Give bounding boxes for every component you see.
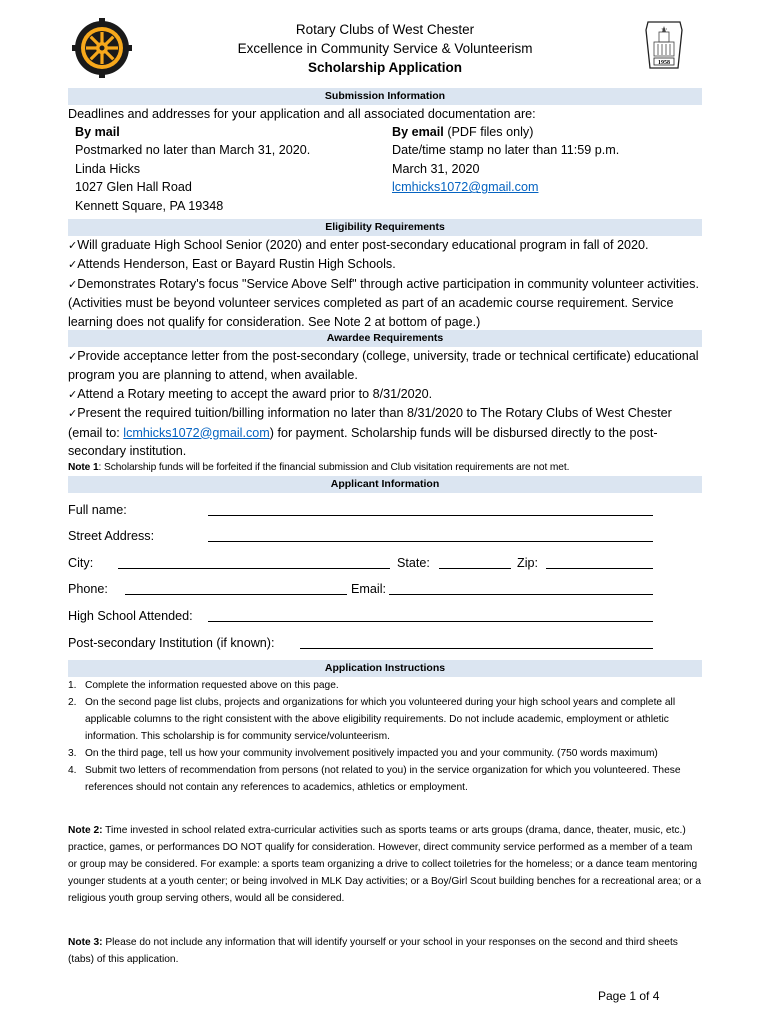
seal-text: TRI (661, 27, 667, 31)
mail-heading: By mail (75, 125, 120, 139)
mail-line: Postmarked no later than March 31, 2020. (75, 143, 311, 158)
instruction-item: 4. Submit two letters of recommendation from persons (not related to you) in the service organization for which you volunteered. These references should not contain any references to academics, athletics or employment. (68, 765, 681, 793)
instruction-item: 3. On the third page, tell us how your community involvement positively impacted you and your community. (750 words maximum) (68, 748, 658, 759)
note-2: Note 2: Time invested in school related extra-curricular activities such as sports teams or arts groups (drama, dance, theater, music, etc.) practice, games, or performances DO NOT qualify for consideration. However, direct community service performed as a member of a team or group may be considered. For example: a sports team organizing a drive to collect toiletries for the homeless; or a dance team mentoring younger students at a youth center; or being involved in MLK Day activities; or a Boy/Girl Scout building benches for a recreational area; or a religious youth group serving others, would all be considered. (68, 825, 702, 904)
section-applicant-header: Applicant Information (68, 476, 702, 493)
high-school-field[interactable] (208, 609, 653, 622)
awardee-item: ✓Attend a Rotary meeting to accept the award prior to 8/31/2020. (68, 386, 433, 401)
billing-email-link[interactable]: lcmhicks1072@gmail.com (123, 425, 270, 440)
note-2-label: Note 2: (68, 825, 103, 836)
email-heading-note: (PDF files only) (447, 125, 534, 139)
email-line: Date/time stamp no later than 11:59 p.m. (392, 143, 620, 158)
city-label: City: (68, 556, 94, 570)
street-address-field[interactable] (208, 529, 653, 542)
street-address-label: Street Address: (68, 529, 155, 543)
eligibility-list (68, 236, 702, 331)
mail-line: 1027 Glen Hall Road (75, 180, 192, 195)
zip-field[interactable] (546, 556, 653, 569)
state-label: State: (397, 556, 430, 570)
org-name: Rotary Clubs of West Chester (295, 22, 475, 37)
page-number: Page 1 of 4 (598, 989, 660, 1003)
checkmark-icon: ✓ (68, 277, 78, 291)
post-secondary-label: Post-secondary Institution (if known): (68, 636, 275, 650)
section-eligibility-header: Eligibility Requirements (68, 219, 702, 236)
instructions-list (68, 677, 702, 796)
mail-block (75, 123, 375, 215)
keystone-seal (644, 20, 684, 70)
checkmark-icon: ✓ (68, 407, 78, 421)
instruction-item: 2. On the second page list clubs, projects and organizations for which you volunteered during your high school years and complete all applicable columns to the right consistent with the above eligibility requirements. Do not include academic, employment or athletic information. This scholarship is for community service/volunteerism. (68, 697, 676, 742)
section-instructions-header: Application Instructions (68, 660, 702, 677)
full-name-field[interactable] (208, 503, 653, 516)
eligibility-item: ✓Will graduate High School Senior (2020) and enter post-secondary educational program in fall of 2020. (68, 238, 649, 252)
email-heading: By email (392, 125, 444, 139)
checkmark-icon: ✓ (68, 258, 78, 272)
document-title: Scholarship Application (307, 60, 463, 75)
section-awardee-header: Awardee Requirements (68, 330, 702, 347)
email-line: March 31, 2020 (392, 161, 480, 176)
phone-field[interactable] (125, 582, 347, 595)
note-1-label: Note 1 (68, 462, 99, 473)
email-label: Email: (351, 582, 386, 596)
email-field[interactable] (389, 582, 653, 595)
org-tagline: Excellence in Community Service & Volunteerism (237, 41, 533, 56)
state-field[interactable] (439, 556, 511, 569)
post-secondary-field[interactable] (300, 636, 653, 649)
awardee-item: ✓Provide acceptance letter from the post-secondary (college, university, trade or technical certificate) educational program you are planning to attend, when available. (68, 349, 699, 383)
submission-intro: Deadlines and addresses for your application and all associated documentation are: (68, 107, 536, 121)
city-field[interactable] (118, 556, 390, 569)
note-3: Note 3: Please do not include any information that will identify yourself or your school in your responses on the second and third sheets (tabs) of this application. (68, 937, 678, 965)
seal-year: 1958 (658, 60, 670, 66)
submission-email-link[interactable]: lcmhicks1072@gmail.com (392, 180, 539, 195)
note-3-label: Note 3: (68, 937, 103, 948)
checkmark-icon: ✓ (68, 239, 78, 252)
email-block (392, 123, 702, 197)
awardee-list (68, 347, 702, 460)
zip-label: Zip: (517, 556, 538, 570)
rotary-wheel-icon (72, 18, 132, 78)
note-1: Note 1: Scholarship funds will be forfeited if the financial submission and Club visitation requirements are not met. (68, 462, 570, 473)
checkmark-icon: ✓ (68, 387, 78, 401)
phone-label: Phone: (68, 582, 108, 596)
high-school-label: High School Attended: (68, 609, 193, 623)
section-submission-header: Submission Information (68, 88, 702, 105)
eligibility-item: ✓Attends Henderson, East or Bayard Rustin High Schools. (68, 257, 396, 272)
keystone-building-icon (644, 20, 684, 70)
checkmark-icon: ✓ (68, 350, 78, 363)
mail-line: Kennett Square, PA 19348 (75, 198, 224, 213)
eligibility-item: ✓Demonstrates Rotary's focus "Service Above Self" through active participation in community volunteer activities. (Activities must be beyond volunteer services completed as part of an academic course requirement. Service learning does not qualify for consideration. See Note 2 at bottom of page.) (68, 276, 699, 329)
rotary-logo (72, 18, 132, 78)
full-name-label: Full name: (68, 503, 127, 517)
mail-line: Linda Hicks (75, 161, 141, 176)
awardee-item: ✓Present the required tuition/billing information no later than 8/31/2020 to The Rotary Clubs of West Chester (email to: lcmhicks1072@gmail.com) for payment. Scholarship funds will be disbursed directly to the post-secondary institution. (68, 406, 672, 459)
instruction-item: 1. Complete the information requested above on this page. (68, 680, 339, 691)
